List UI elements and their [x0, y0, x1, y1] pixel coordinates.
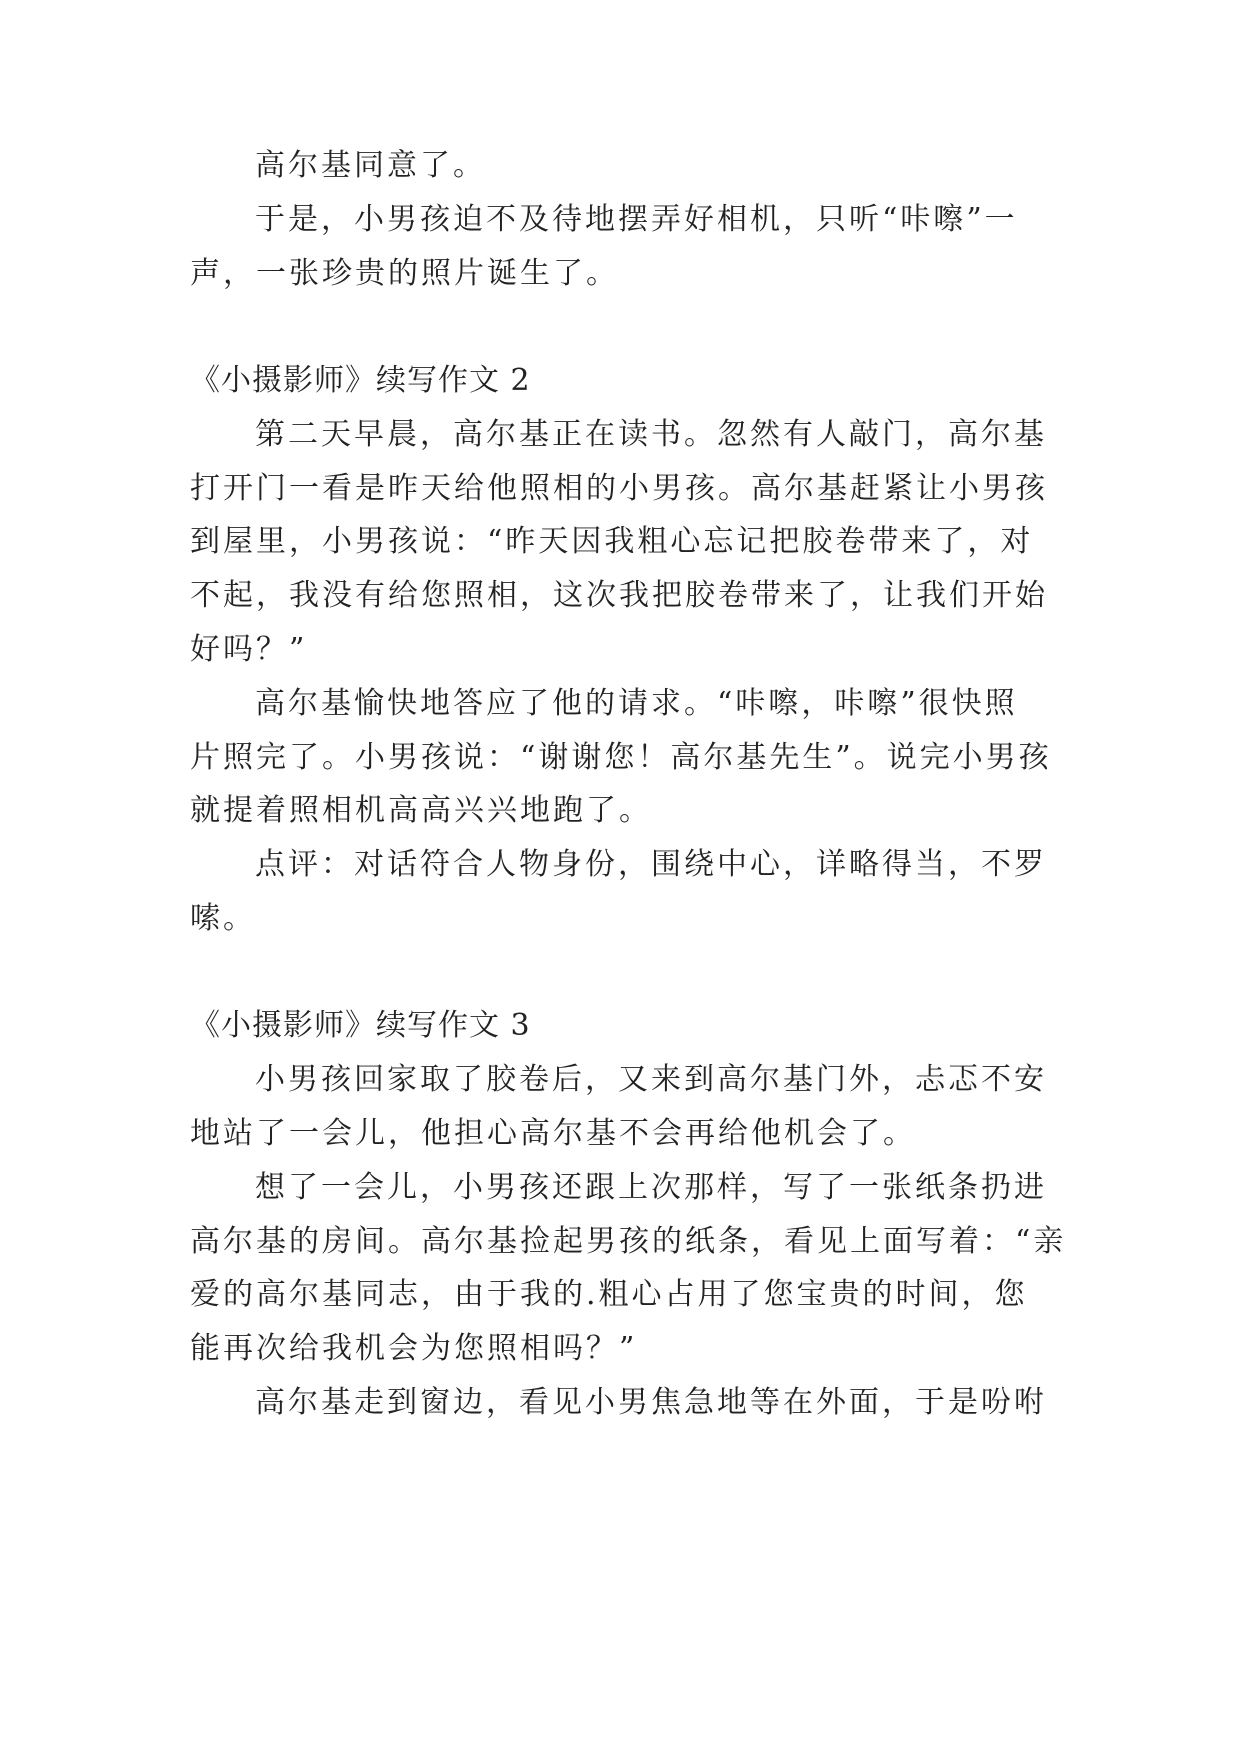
paragraph-line: 不起，我没有给您照相，这次我把胶卷带来了，让我们开始 — [190, 578, 1048, 613]
paragraph-line: 高尔基愉快地答应了他的请求。“咔嚓，咔嚓”很快照 — [255, 686, 1018, 721]
paragraph-line: 高尔基走到窗边，看见小男焦急地等在外面，于是吩咐 — [255, 1385, 1047, 1420]
paragraph-line: 就提着照相机高高兴兴地跑了。 — [190, 793, 652, 828]
paragraph-line: 到屋里，小男孩说：“昨天因我粗心忘记把胶卷带来了，对 — [190, 524, 1034, 559]
paragraph-line: 想了一会儿，小男孩还跟上次那样，写了一张纸条扔进 — [255, 1170, 1047, 1205]
paragraph-line: 声，一张珍贵的照片诞生了。 — [190, 256, 619, 291]
paragraph-line: 嗦。 — [190, 901, 256, 936]
paragraph-line: 打开门一看是昨天给他照相的小男孩。高尔基赶紧让小男孩 — [190, 471, 1048, 506]
paragraph-line: 高尔基的房间。高尔基捡起男孩的纸条，看见上面写着：“亲 — [190, 1224, 1067, 1259]
paragraph-line: 第二天早晨，高尔基正在读书。忽然有人敲门，高尔基 — [255, 417, 1047, 452]
paragraph-line: 片照完了。小男孩说：“谢谢您！高尔基先生”。说完小男孩 — [190, 740, 1052, 775]
paragraph-line: 于是，小男孩迫不及待地摆弄好相机，只听“咔嚓”一 — [255, 202, 1018, 237]
paragraph-line: 点评：对话符合人物身份，围绕中心，详略得当，不罗 — [255, 847, 1047, 882]
paragraph-line: 好吗？” — [190, 632, 308, 667]
paragraph-line: 小男孩回家取了胶卷后，又来到高尔基门外，忐忑不安 — [255, 1062, 1047, 1097]
paragraph-line: 能再次给我机会为您照相吗？” — [190, 1331, 638, 1366]
section-heading: 《小摄影师》续写作文 2 — [190, 363, 531, 398]
paragraph-line: 地站了一会儿，他担心高尔基不会再给他机会了。 — [190, 1116, 916, 1151]
paragraph-line: 高尔基同意了。 — [255, 148, 486, 183]
section-heading: 《小摄影师》续写作文 3 — [190, 1008, 531, 1043]
paragraph-line: 爱的高尔基同志，由于我的.粗心占用了您宝贵的时间，您 — [190, 1277, 1028, 1312]
